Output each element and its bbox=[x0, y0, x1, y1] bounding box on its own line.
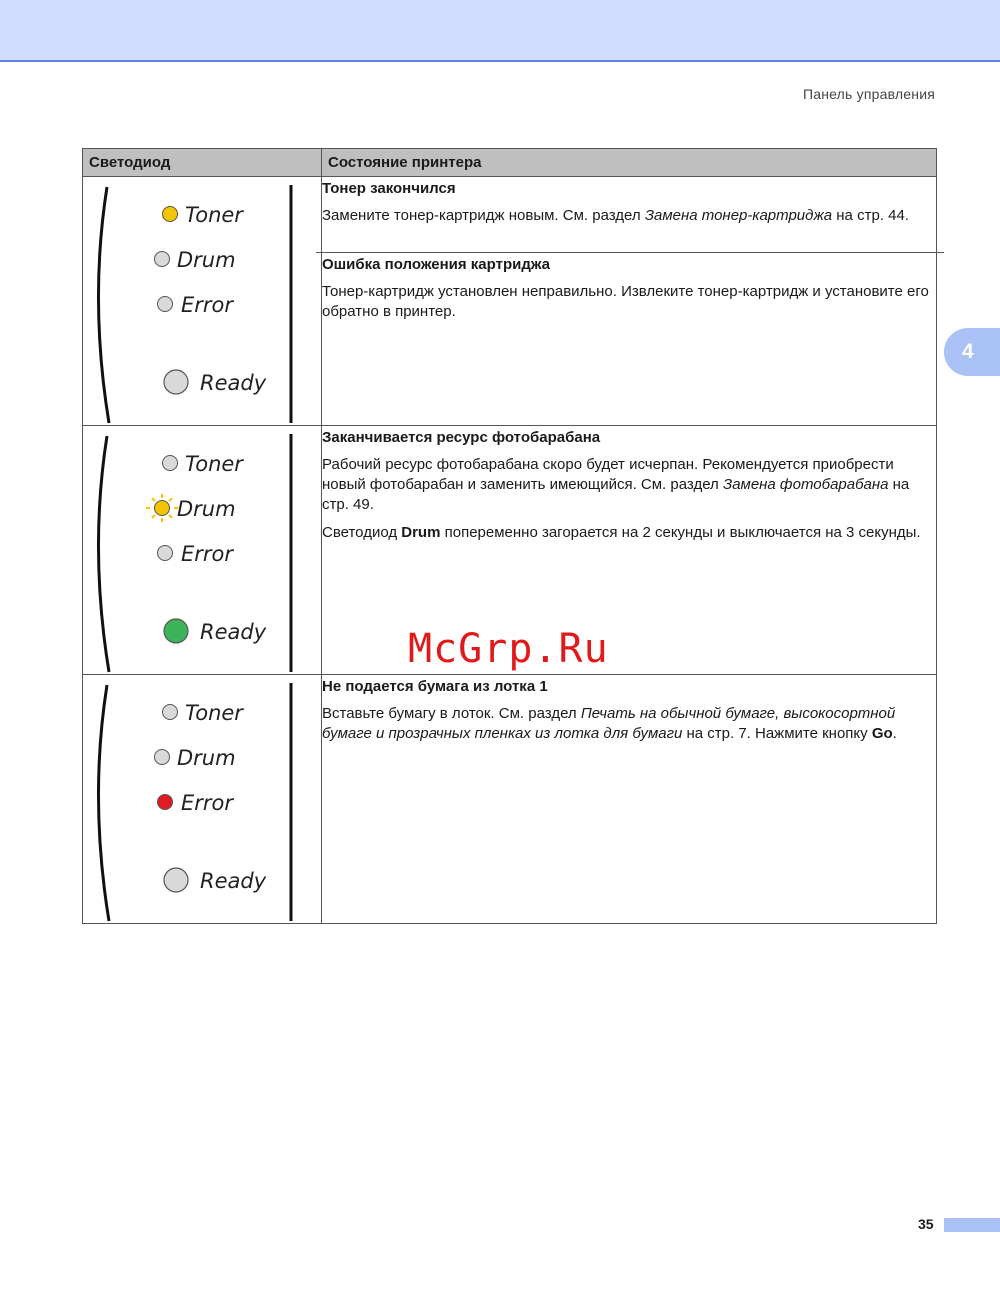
ready-led-icon bbox=[164, 370, 188, 394]
drum-led-icon bbox=[155, 750, 170, 765]
panel-left-bracket bbox=[98, 685, 109, 921]
status-cell bbox=[322, 675, 937, 924]
drum-led-label: Drum bbox=[177, 497, 236, 521]
led-panel-cell bbox=[83, 675, 322, 924]
status-description: Замените тонер-картридж новым. См. раздел Замена тонер-картриджа на стр. 44. bbox=[322, 207, 909, 224]
page-number-bar bbox=[944, 1218, 1000, 1232]
cross-reference-link[interactable]: Печать на обычной бумаге, высокосортной бумаге и прозрачных пленках из лотка для бумаги bbox=[322, 705, 896, 742]
section-title: Панель управления bbox=[802, 86, 935, 102]
status-heading: Не подается бумага из лотка 1 bbox=[322, 678, 548, 695]
error-led-icon bbox=[158, 546, 173, 561]
panel-left-bracket bbox=[98, 436, 109, 672]
ready-led-label: Ready bbox=[200, 620, 267, 644]
led-panel-illustration bbox=[83, 426, 322, 674]
error-led-label: Error bbox=[181, 542, 234, 566]
cross-reference-link[interactable]: Замена фотобарабана bbox=[722, 476, 889, 493]
drum-led-label: Drum bbox=[177, 248, 236, 272]
ready-led-label: Ready bbox=[200, 371, 267, 395]
toner-led-label: Toner bbox=[185, 452, 243, 476]
table-row bbox=[83, 177, 937, 426]
status-cell bbox=[322, 177, 937, 426]
error-led-icon bbox=[158, 795, 173, 810]
ready-led-icon bbox=[164, 868, 188, 892]
error-led-label: Error bbox=[181, 791, 234, 815]
error-led-icon bbox=[158, 297, 173, 312]
watermark: McGrp.Ru bbox=[408, 626, 609, 672]
led-status-table bbox=[82, 148, 937, 924]
drum-led-icon bbox=[155, 252, 170, 267]
toner-led-icon bbox=[163, 705, 178, 720]
status-heading: Заканчивается ресурс фотобарабана bbox=[322, 429, 601, 446]
ready-led-label: Ready bbox=[200, 869, 267, 893]
status-heading: Тонер закончился bbox=[322, 180, 456, 197]
chapter-tab[interactable]: 4 bbox=[944, 328, 1000, 376]
drum-led-label: Drum bbox=[177, 746, 236, 770]
panel-left-bracket bbox=[98, 187, 109, 423]
led-panel-cell bbox=[83, 177, 322, 426]
status-block bbox=[322, 678, 936, 744]
table-row bbox=[83, 675, 937, 924]
led-panel-illustration bbox=[83, 177, 322, 425]
error-led-label: Error bbox=[181, 293, 234, 317]
led-panel-cell bbox=[83, 426, 322, 675]
toner-led-icon bbox=[163, 456, 178, 471]
led-panel-illustration bbox=[83, 675, 322, 923]
cross-reference-link[interactable]: Замена тонер-картриджа bbox=[644, 207, 833, 224]
status-description: Вставьте бумагу в лоток. См. раздел Печать на обычной бумаге, высокосортной бумаге и прозрачных пленках из лотка для бумаги на стр. 7. Нажмите кнопку Go. bbox=[322, 705, 897, 742]
drum-led-icon bbox=[155, 501, 170, 516]
status-block bbox=[316, 180, 944, 253]
go-button-label: Go bbox=[871, 725, 893, 742]
status-heading: Ошибка положения картриджа bbox=[322, 256, 551, 273]
page-number: 35 bbox=[918, 1216, 934, 1232]
status-block bbox=[322, 429, 936, 543]
ready-led-icon bbox=[164, 619, 188, 643]
toner-led-icon bbox=[163, 207, 178, 222]
toner-led-label: Toner bbox=[185, 701, 243, 725]
status-description: Рабочий ресурс фотобарабана скоро будет исчерпан. Рекомендуется приобрести новый фотобарабан и заменить имеющийся. См. раздел Замена фотобарабана на стр. 49. bbox=[322, 456, 910, 513]
column-header-status: Состояние принтера bbox=[322, 149, 937, 177]
status-description: Тонер-картридж установлен неправильно. Извлеките тонер-картридж и установите его обратно в принтер. bbox=[322, 283, 929, 320]
column-header-led: Светодиод bbox=[83, 149, 322, 177]
status-note: Светодиод Drum попеременно загорается на 2 секунды и выключается на 3 секунды. bbox=[322, 524, 921, 541]
header-band bbox=[0, 0, 1000, 62]
toner-led-label: Toner bbox=[185, 203, 243, 227]
status-block bbox=[322, 256, 936, 322]
